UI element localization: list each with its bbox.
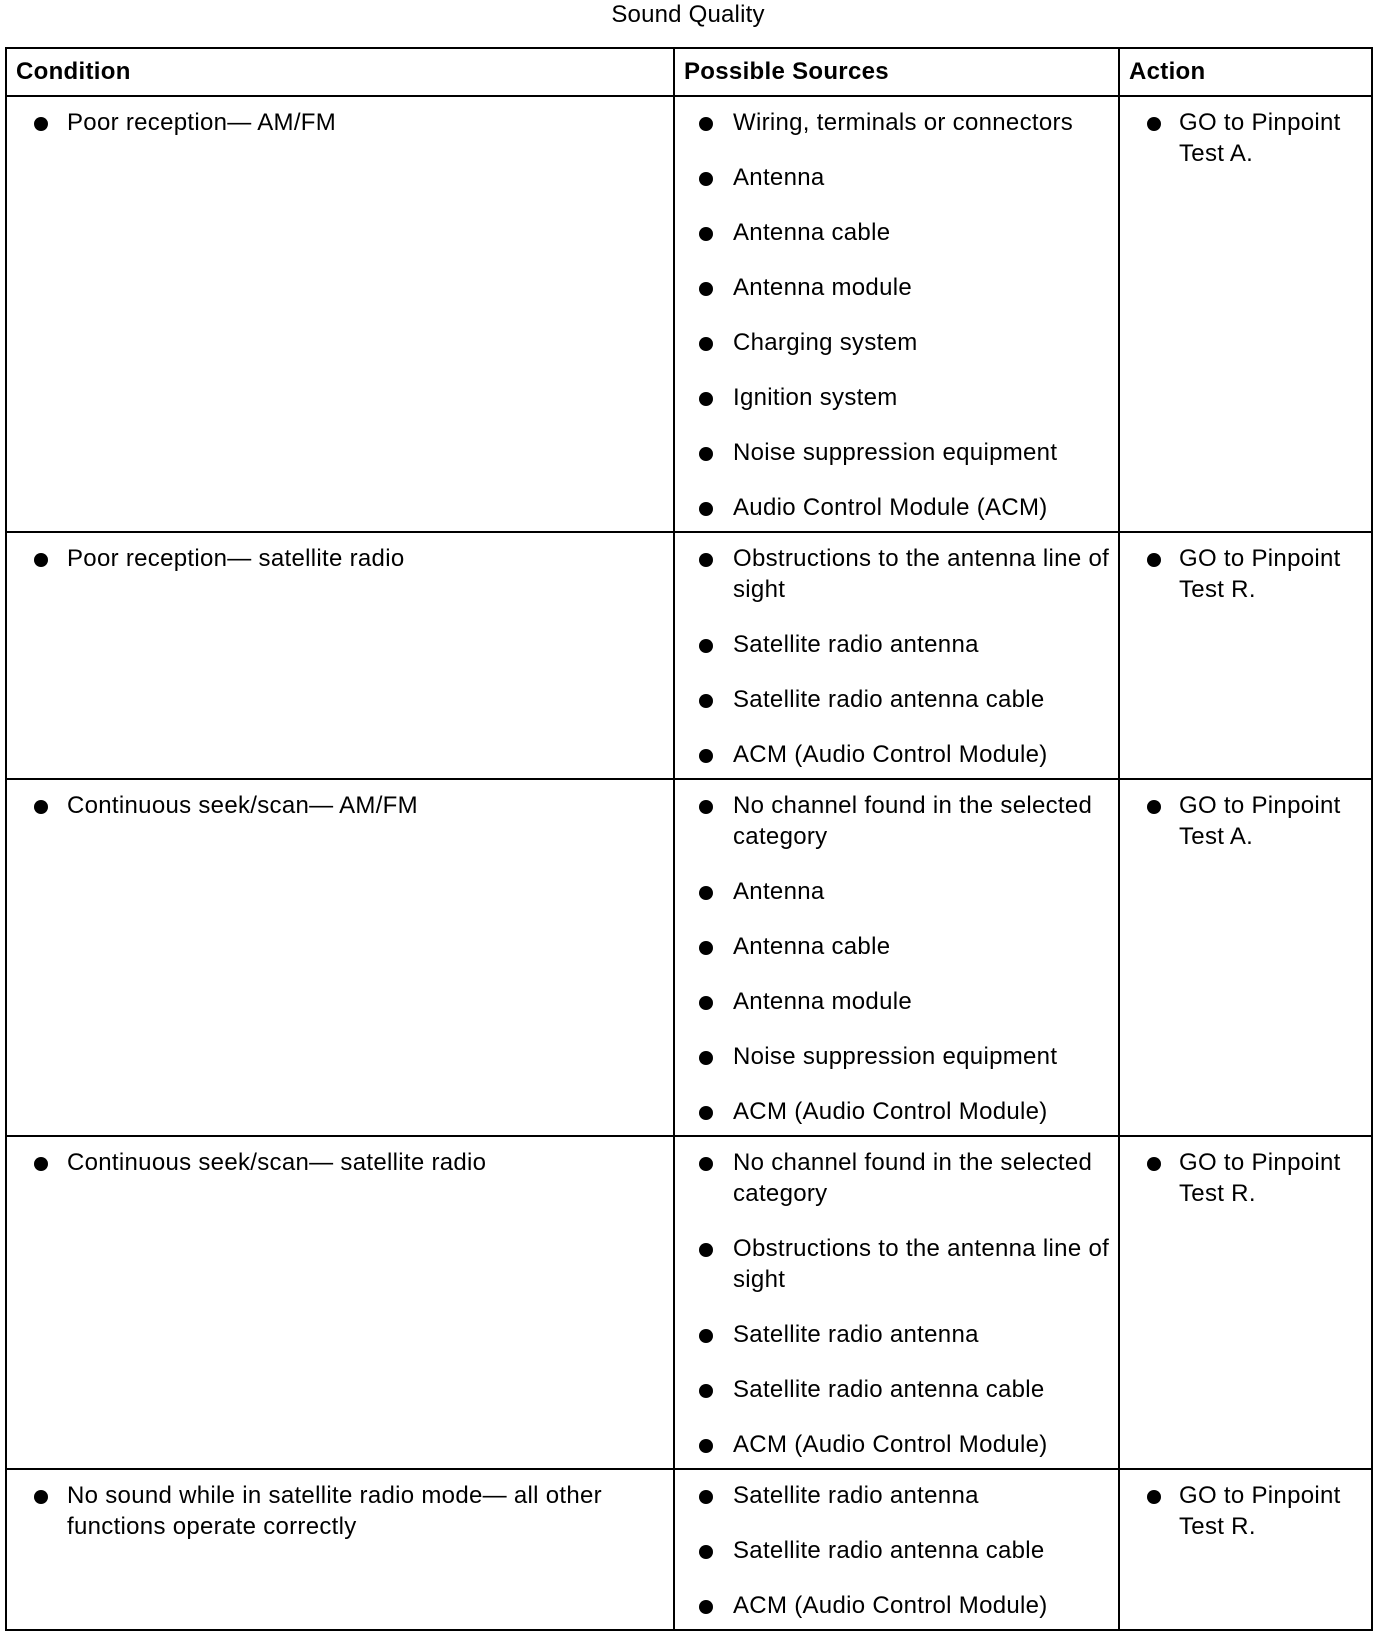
bullet-icon bbox=[1147, 117, 1161, 131]
column-header-possible-sources: Possible Sources bbox=[674, 48, 1119, 96]
source-item bbox=[675, 1429, 1118, 1460]
page-title: Sound Quality bbox=[611, 1, 765, 28]
action-cell bbox=[1119, 779, 1372, 1136]
source-item-text: ACM (Audio Control Module) bbox=[733, 741, 1048, 768]
action-cell bbox=[1119, 96, 1372, 532]
bullet-icon bbox=[1147, 1490, 1161, 1504]
bullet-icon bbox=[699, 1157, 713, 1171]
source-item-text: Satellite radio antenna bbox=[733, 1482, 979, 1509]
source-item-text: ACM (Audio Control Module) bbox=[733, 1431, 1048, 1458]
source-item-text: Antenna cable bbox=[733, 933, 891, 960]
possible-sources-cell bbox=[674, 1469, 1119, 1630]
bullet-icon bbox=[699, 502, 713, 516]
source-item bbox=[675, 382, 1118, 413]
source-item-text: Satellite radio antenna cable bbox=[733, 1376, 1045, 1403]
source-item-text: Antenna module bbox=[733, 988, 912, 1015]
bullet-icon bbox=[34, 800, 48, 814]
bullet-icon bbox=[34, 1490, 48, 1504]
source-item bbox=[675, 790, 1118, 852]
condition-cell bbox=[6, 1136, 674, 1469]
source-item-text: Wiring, terminals or connectors bbox=[733, 109, 1074, 136]
bullet-icon bbox=[699, 227, 713, 241]
bullet-icon bbox=[699, 117, 713, 131]
bullet-icon bbox=[699, 1600, 713, 1614]
condition-item bbox=[7, 1147, 673, 1178]
source-item-text: ACM (Audio Control Module) bbox=[733, 1592, 1048, 1619]
source-item bbox=[675, 272, 1118, 303]
source-item-text: Ignition system bbox=[733, 384, 898, 411]
table-row bbox=[6, 96, 1372, 532]
source-item bbox=[675, 1233, 1118, 1295]
source-item bbox=[675, 1480, 1118, 1511]
source-item bbox=[675, 1535, 1118, 1566]
condition-cell-list bbox=[7, 1137, 673, 1186]
source-item-text: Antenna module bbox=[733, 274, 912, 301]
bullet-icon bbox=[699, 1329, 713, 1343]
source-item-text: Satellite radio antenna bbox=[733, 631, 979, 658]
source-item bbox=[675, 162, 1118, 193]
condition-item bbox=[7, 1480, 673, 1542]
source-item bbox=[675, 1041, 1118, 1072]
bullet-icon bbox=[699, 1243, 713, 1257]
condition-cell bbox=[6, 779, 674, 1136]
action-cell-list bbox=[1120, 533, 1371, 613]
action-item-text: GO to Pinpoint Test A. bbox=[1179, 109, 1341, 167]
source-item bbox=[675, 986, 1118, 1017]
action-cell-list bbox=[1120, 97, 1371, 177]
condition-item-text: Poor reception— AM/FM bbox=[67, 109, 337, 136]
bullet-icon bbox=[1147, 800, 1161, 814]
source-item bbox=[675, 876, 1118, 907]
bullet-icon bbox=[699, 447, 713, 461]
bullet-icon bbox=[1147, 553, 1161, 567]
condition-item-text: Continuous seek/scan— AM/FM bbox=[67, 792, 418, 819]
diagnosis-table bbox=[5, 47, 1373, 1631]
source-item-text: ACM (Audio Control Module) bbox=[733, 1098, 1048, 1125]
action-cell bbox=[1119, 1469, 1372, 1630]
source-item bbox=[675, 1147, 1118, 1209]
possible-sources-cell-list bbox=[675, 1470, 1118, 1629]
source-item-text: Antenna bbox=[733, 878, 825, 905]
bullet-icon bbox=[699, 1439, 713, 1453]
condition-cell-list bbox=[7, 97, 673, 146]
action-item bbox=[1120, 543, 1371, 605]
table-header-row bbox=[6, 48, 1372, 96]
possible-sources-cell-list bbox=[675, 780, 1118, 1135]
bullet-icon bbox=[699, 694, 713, 708]
bullet-icon bbox=[699, 1106, 713, 1120]
bullet-icon bbox=[699, 337, 713, 351]
source-item-text: Satellite radio antenna cable bbox=[733, 686, 1045, 713]
bullet-icon bbox=[1147, 1157, 1161, 1171]
source-item bbox=[675, 1590, 1118, 1621]
action-item bbox=[1120, 1480, 1371, 1542]
bullet-icon bbox=[699, 996, 713, 1010]
source-item bbox=[675, 739, 1118, 770]
condition-item bbox=[7, 790, 673, 821]
bullet-icon bbox=[699, 553, 713, 567]
action-item bbox=[1120, 1147, 1371, 1209]
condition-item-text: Continuous seek/scan— satellite radio bbox=[67, 1149, 487, 1176]
bullet-icon bbox=[699, 941, 713, 955]
condition-item bbox=[7, 543, 673, 574]
condition-cell bbox=[6, 532, 674, 779]
source-item bbox=[675, 107, 1118, 138]
possible-sources-cell-list bbox=[675, 1137, 1118, 1468]
source-item bbox=[675, 931, 1118, 962]
source-item-text: Satellite radio antenna cable bbox=[733, 1537, 1045, 1564]
bullet-icon bbox=[699, 282, 713, 296]
source-item-text: Obstructions to the antenna line of sight bbox=[733, 545, 1110, 603]
source-item bbox=[675, 217, 1118, 248]
bullet-icon bbox=[34, 1157, 48, 1171]
source-item-text: Noise suppression equipment bbox=[733, 1043, 1058, 1070]
source-item bbox=[675, 543, 1118, 605]
condition-item-text: Poor reception— satellite radio bbox=[67, 545, 405, 572]
source-item bbox=[675, 492, 1118, 523]
bullet-icon bbox=[34, 553, 48, 567]
action-cell-list bbox=[1120, 1137, 1371, 1217]
source-item bbox=[675, 629, 1118, 660]
source-item-text: Antenna cable bbox=[733, 219, 891, 246]
possible-sources-cell-list bbox=[675, 97, 1118, 531]
action-item-text: GO to Pinpoint Test A. bbox=[1179, 792, 1341, 850]
bullet-icon bbox=[699, 1545, 713, 1559]
bullet-icon bbox=[699, 1490, 713, 1504]
condition-item bbox=[7, 107, 673, 138]
condition-cell bbox=[6, 1469, 674, 1630]
source-item bbox=[675, 684, 1118, 715]
condition-cell bbox=[6, 96, 674, 532]
source-item-text: Noise suppression equipment bbox=[733, 439, 1058, 466]
bullet-icon bbox=[699, 172, 713, 186]
possible-sources-cell bbox=[674, 532, 1119, 779]
action-item-text: GO to Pinpoint Test R. bbox=[1179, 1482, 1341, 1540]
possible-sources-cell bbox=[674, 1136, 1119, 1469]
bullet-icon bbox=[34, 117, 48, 131]
action-cell bbox=[1119, 532, 1372, 779]
source-item-text: Charging system bbox=[733, 329, 918, 356]
bullet-icon bbox=[699, 749, 713, 763]
bullet-icon bbox=[699, 392, 713, 406]
table-row bbox=[6, 1469, 1372, 1630]
bullet-icon bbox=[699, 886, 713, 900]
action-item-text: GO to Pinpoint Test R. bbox=[1179, 1149, 1341, 1207]
source-item bbox=[675, 1319, 1118, 1350]
action-item-text: GO to Pinpoint Test R. bbox=[1179, 545, 1341, 603]
bullet-icon bbox=[699, 1384, 713, 1398]
source-item-text: No channel found in the selected category bbox=[733, 792, 1093, 850]
bullet-icon bbox=[699, 800, 713, 814]
action-cell-list bbox=[1120, 780, 1371, 860]
source-item-text: Obstructions to the antenna line of sight bbox=[733, 1235, 1110, 1293]
bullet-icon bbox=[699, 639, 713, 653]
possible-sources-cell-list bbox=[675, 533, 1118, 778]
source-item-text: Antenna bbox=[733, 164, 825, 191]
source-item-text: No channel found in the selected category bbox=[733, 1149, 1093, 1207]
source-item bbox=[675, 437, 1118, 468]
table-row bbox=[6, 532, 1372, 779]
source-item bbox=[675, 1096, 1118, 1127]
action-cell bbox=[1119, 1136, 1372, 1469]
column-header-condition: Condition bbox=[6, 48, 674, 96]
condition-cell-list bbox=[7, 1470, 673, 1550]
source-item-text: Audio Control Module (ACM) bbox=[733, 494, 1048, 521]
table-row bbox=[6, 779, 1372, 1136]
action-item bbox=[1120, 790, 1371, 852]
possible-sources-cell bbox=[674, 96, 1119, 532]
condition-cell-list bbox=[7, 533, 673, 582]
column-header-action: Action bbox=[1119, 48, 1372, 96]
action-cell-list bbox=[1120, 1470, 1371, 1550]
possible-sources-cell bbox=[674, 779, 1119, 1136]
table-body bbox=[6, 96, 1372, 1630]
source-item-text: Satellite radio antenna bbox=[733, 1321, 979, 1348]
condition-cell-list bbox=[7, 780, 673, 829]
action-item bbox=[1120, 107, 1371, 169]
bullet-icon bbox=[699, 1051, 713, 1065]
source-item bbox=[675, 1374, 1118, 1405]
condition-item-text: No sound while in satellite radio mode— all other functions operate correctly bbox=[67, 1482, 602, 1540]
table-row bbox=[6, 1136, 1372, 1469]
source-item bbox=[675, 327, 1118, 358]
